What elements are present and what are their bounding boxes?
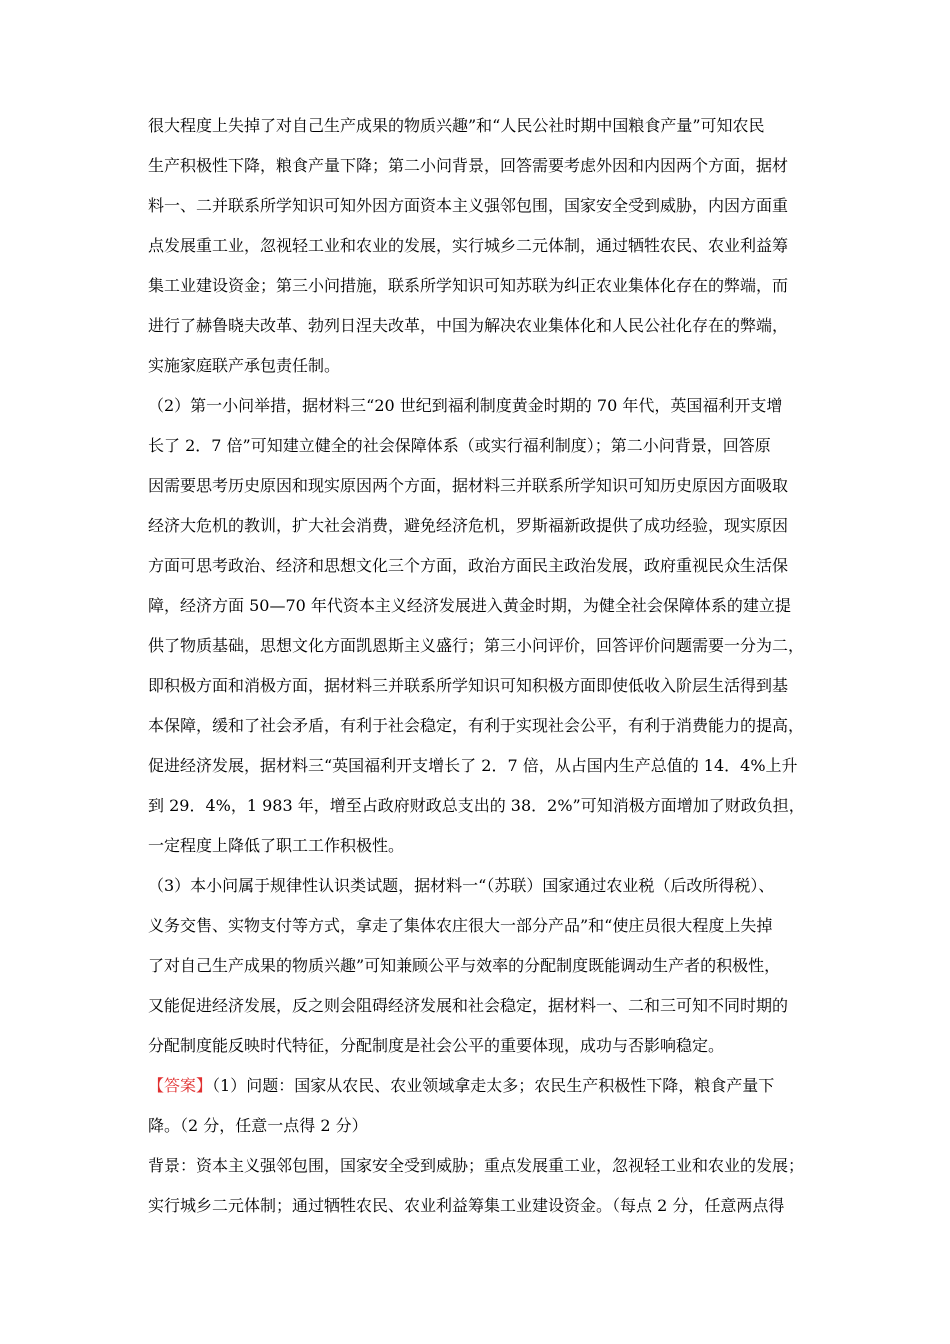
text-line: 实施家庭联产承包责任制。: [148, 356, 341, 375]
text-line: 供了物质基础，思想文化方面凯恩斯主义盛行；第三小问评价，回答评价问题需要一分为二，: [148, 636, 805, 655]
text-line: 很大程度上失掉了对自己生产成果的物质兴趣”和“人民公社时期中国粮食产量”可知农民: [148, 116, 765, 135]
text-line: 经济大危机的教训，扩大社会消费，避免经济危机，罗斯福新政提供了成功经验，现实原因: [148, 516, 789, 535]
text-line: 降。（2 分，任意一点得 2 分）: [148, 1116, 368, 1135]
text-line: 分配制度能反映时代特征，分配制度是社会公平的重要体现，成功与否影响稳定。: [148, 1036, 725, 1055]
text-line: 点发展重工业，忽视轻工业和农业的发展，实行城乡二元体制，通过牺牲农民、农业利益筹: [148, 236, 789, 255]
text-line: 进行了赫鲁晓夫改革、勃列日涅夫改革，中国为解决农业集体化和人民公社化存在的弊端，: [148, 316, 789, 335]
text-line: 即积极方面和消极方面，据材料三并联系所学知识可知积极方面即使低收入阶层生活得到基: [148, 676, 789, 695]
text-line: （3）本小问属于规律性认识类试题，据材料一“（苏联）国家通过农业税（后改所得税）、: [148, 876, 775, 895]
text-line: 障，经济方面 50—70 年代资本主义经济发展进入黄金时期，为健全社会保障体系的建立提: [148, 596, 791, 615]
text-line: 又能促进经济发展，反之则会阻碍经济发展和社会稳定，据材料一、二和三可知不同时期的: [148, 996, 789, 1015]
answer-first-line: [148, 1076, 774, 1096]
text-line: 背景：资本主义强邻包围，国家安全受到威胁；重点发展重工业，忽视轻工业和农业的发展；: [148, 1156, 805, 1175]
text-line: 本保障，缓和了社会矛盾，有利于社会稳定，有利于实现社会公平，有利于消费能力的提高，: [148, 716, 805, 735]
text-line: 促进经济发展，据材料三“英国福利开支增长了 2．7 倍，从占国内生产总值的 14．4%上升: [148, 756, 798, 775]
text-line: 了对自己生产成果的物质兴趣”可知兼顾公平与效率的分配制度既能调动生产者的积极性，: [148, 956, 781, 975]
text-line: （2）第一小问举措，据材料三“20 世纪到福利制度黄金时期的 70 年代，英国福利开支增: [148, 396, 783, 415]
answer-text: （1）问题：国家从农民、农业领域拿走太多；农民生产积极性下降，粮食产量下: [212, 1076, 775, 1095]
text-line: 料一、二并联系所学知识可知外因方面资本主义强邻包围，国家安全受到威胁，内因方面重: [148, 196, 789, 215]
text-line: 长了 2．7 倍”可知建立健全的社会保障体系（或实行福利制度）；第二小问背景，回答原: [148, 436, 771, 455]
text-line: 实行城乡二元体制；通过牺牲农民、农业利益筹集工业建设资金。（每点 2 分，任意两点得: [148, 1196, 785, 1215]
text-line: 义务交售、实物支付等方式，拿走了集体农庄很大一部分产品”和“使庄员很大程度上失掉: [148, 916, 773, 935]
text-line: 生产积极性下降，粮食产量下降；第二小问背景，回答需要考虑外因和内因两个方面，据材: [148, 156, 789, 175]
answer-tag: 【答案】: [148, 1076, 213, 1095]
text-line: 集工业建设资金；第三小问措施，联系所学知识可知苏联为纠正农业集体化存在的弊端，而: [148, 276, 789, 295]
text-line: 到 29．4%，1 983 年，增至占政府财政总支出的 38．2%”可知消极方面增加了财政负担，: [148, 796, 805, 815]
text-line: 方面可思考政治、经济和思想文化三个方面，政治方面民主政治发展，政府重视民众生活保: [148, 556, 789, 575]
text-line: 一定程度上降低了职工工作积极性。: [148, 836, 405, 855]
text-line: 因需要思考历史原因和现实原因两个方面，据材料三并联系所学知识可知历史原因方面吸取: [148, 476, 789, 495]
